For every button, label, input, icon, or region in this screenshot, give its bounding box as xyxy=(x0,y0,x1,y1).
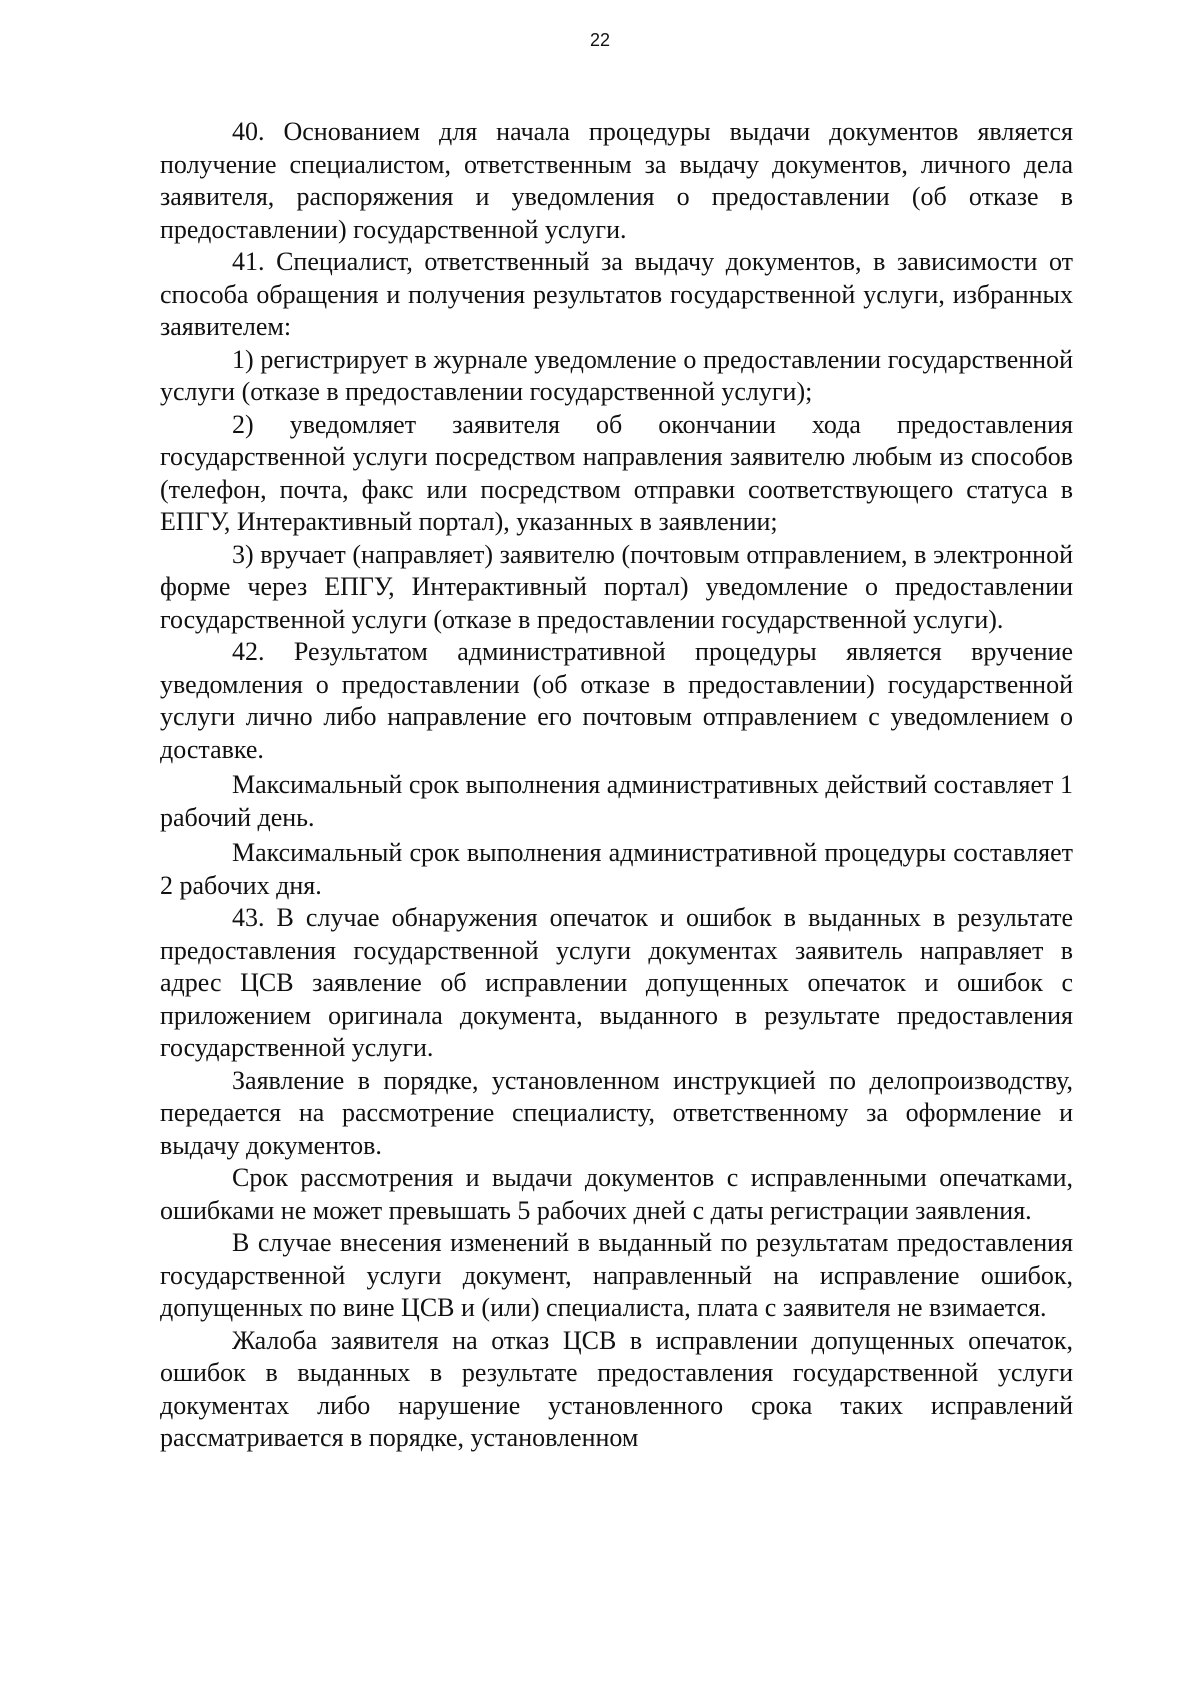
paragraph-43: 43. В случае обнаружения опечаток и ошибок в выданных в результате предоставления государственной услуги документах заявитель направляет в адрес ЦСВ заявление об исправлении допущенных опечаток и ошибок с приложением оригинала документа, выданного в результате предоставления государственной услуги. xyxy=(160,903,1073,1062)
paragraph-41-item-1: 1) регистрирует в журнале уведомление о предоставлении государственной услуги (отказе в предоставлении государственной услуги); xyxy=(160,344,1073,406)
paragraph-42: 42. Результатом административной процедуры является вручение уведомления о предоставлении (об отказе в предоставлении) государственной услуги лично либо направление его почтовым отправлением с уведомлением о доставке. xyxy=(160,637,1073,764)
paragraph-max-term-actions: Максимальный срок выполнения административных действий составляет 1 рабочий день. xyxy=(160,770,1073,832)
paragraph-41-item-2: 2) уведомляет заявителя об окончании хода предоставления государственной услуги посредством направления заявителю любым из способов (телефон, почта, факс или посредством отправки соответствующего статуса в ЕПГУ, Интерактивный портал), указанных в заявлении; xyxy=(160,409,1073,536)
paragraph-41-item-3: 3) вручает (направляет) заявителю (почтовым отправлением, в электронной форме через ЕПГУ, Интерактивный портал) уведомление о предоставлении государственной услуги (отказе в предоставлении государственной услуги). xyxy=(160,539,1073,634)
paragraph-no-fee: В случае внесения изменений в выданный по результатам предоставления государственной услуги документ, направленный на исправление ошибок, допущенных по вине ЦСВ и (или) специалиста, плата с заявителя не взимается. xyxy=(160,1228,1073,1322)
document-body xyxy=(160,116,1073,1455)
paragraph-review-term: Срок рассмотрения и выдачи документов с исправленными опечатками, ошибками не может превышать 5 рабочих дней с даты регистрации заявления. xyxy=(160,1163,1073,1225)
paragraph-41: 41. Специалист, ответственный за выдачу документов, в зависимости от способа обращения и получения результатов государственной услуги, избранных заявителем: xyxy=(160,247,1073,341)
paragraph-max-term-procedure: Максимальный срок выполнения административной процедуры составляет 2 рабочих дня. xyxy=(160,838,1073,900)
page-number: 22 xyxy=(589,30,611,50)
paragraph-application-order: Заявление в порядке, установленном инструкцией по делопроизводству, передается на рассмотрение специалисту, ответственному за оформление и выдачу документов. xyxy=(160,1065,1073,1160)
paragraph-complaint: Жалоба заявителя на отказ ЦСВ в исправлении допущенных опечаток, ошибок в выданных в результате предоставления государственной услуги документах либо нарушение установленного срока таких исправлений рассматривается в порядке, установленном xyxy=(160,1325,1073,1452)
paragraph-40: 40. Основанием для начала процедуры выдачи документов является получение специалистом, ответственным за выдачу документов, личного дела заявителя, распоряжения и уведомления о предоставлении (об отказе в предоставлении) государственной услуги. xyxy=(160,117,1073,244)
